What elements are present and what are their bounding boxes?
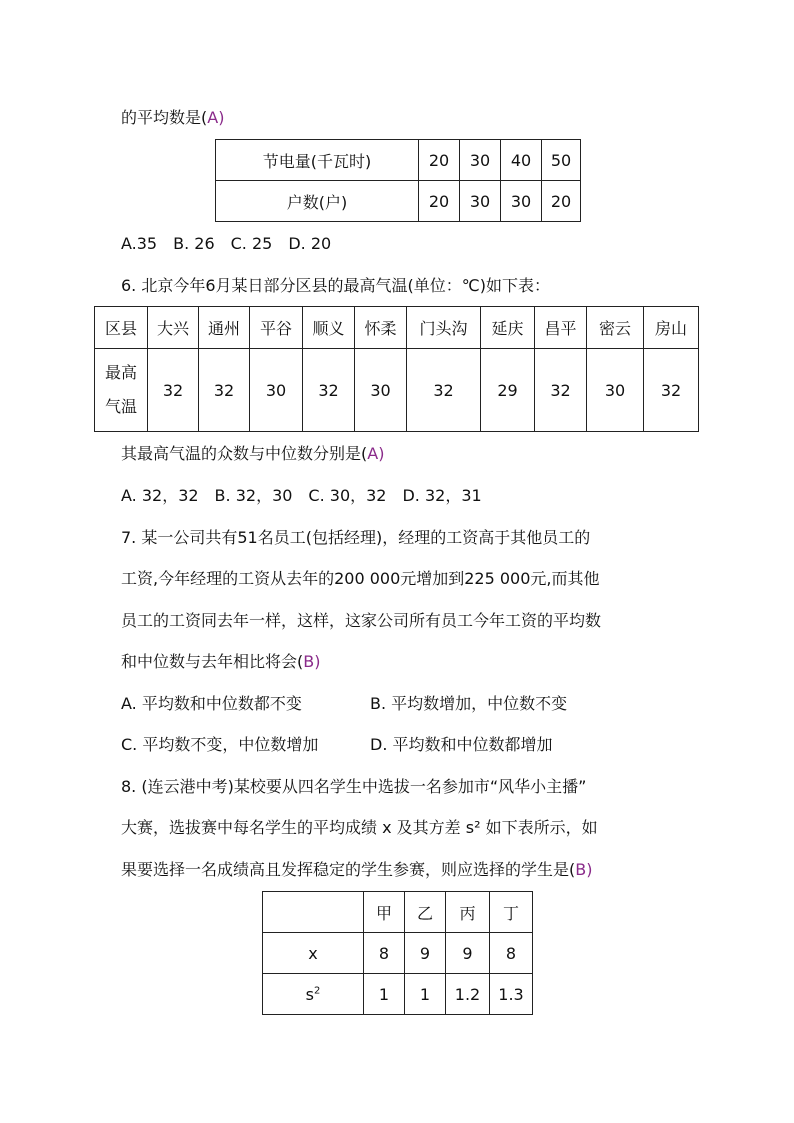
table-cell: 32 xyxy=(644,349,699,432)
table-cell: 1.3 xyxy=(490,974,533,1015)
q7-option-b: B. 平均数增加，中位数不变 xyxy=(370,694,568,713)
q7-answer: B xyxy=(303,652,315,671)
table-cell: 32 xyxy=(303,349,355,432)
table-cell: 32 xyxy=(535,349,587,432)
q7-option-d: D. 平均数和中位数都增加 xyxy=(370,735,553,754)
table-row xyxy=(263,974,533,1015)
table-cell: 最高 气温 xyxy=(95,349,148,432)
table-cell: 怀柔 xyxy=(355,307,407,349)
q7-line: 和中位数与去年相比将会(B) xyxy=(121,652,321,671)
table-cell: 30 xyxy=(587,349,644,432)
table-cell: 20 xyxy=(542,181,581,222)
table-cell: 30 xyxy=(460,181,501,222)
q8-table xyxy=(262,891,533,1015)
table-cell: 30 xyxy=(355,349,407,432)
table-row xyxy=(216,140,581,181)
table-cell: 1 xyxy=(405,974,446,1015)
table-cell: 50 xyxy=(542,140,581,181)
table-cell: 30 xyxy=(501,181,542,222)
table-cell: 9 xyxy=(446,933,490,974)
table-cell: 32 xyxy=(148,349,199,432)
table-cell: 区县 xyxy=(95,307,148,349)
q5-stem: 的平均数是(A) xyxy=(121,108,225,127)
table-cell: 延庆 xyxy=(481,307,535,349)
table-cell: 门头沟 xyxy=(407,307,481,349)
table-row xyxy=(263,892,533,933)
q6-question: 其最高气温的众数与中位数分别是(A) xyxy=(121,444,385,463)
table-cell: 30 xyxy=(250,349,303,432)
q7-line: 员工的工资同去年一样，这样，这家公司所有员工今年工资的平均数 xyxy=(121,611,602,630)
table-cell: 8 xyxy=(364,933,405,974)
table-cell: 大兴 xyxy=(148,307,199,349)
table-cell xyxy=(263,892,364,933)
table-cell: 29 xyxy=(481,349,535,432)
q8-line: 果要选择一名成绩高且发挥稳定的学生参赛，则应选择的学生是(B) xyxy=(121,860,593,879)
table-cell: 甲 xyxy=(364,892,405,933)
q5-options: A.35 B. 26 C. 25 D. 20 xyxy=(121,234,332,253)
table-cell: 40 xyxy=(501,140,542,181)
table-cell: 20 xyxy=(419,140,460,181)
q8-answer: B xyxy=(575,860,587,879)
q6-options: A. 32，32 B. 32，30 C. 30，32 D. 32，31 xyxy=(121,486,482,505)
table-cell: 节电量(千瓦时) xyxy=(216,140,419,181)
table-cell: 1.2 xyxy=(446,974,490,1015)
table-cell: 昌平 xyxy=(535,307,587,349)
q5-answer: A xyxy=(207,108,219,127)
table-cell: 平谷 xyxy=(250,307,303,349)
q7-line: 7. 某一公司共有51名员工(包括经理)，经理的工资高于其他员工的 xyxy=(121,528,591,547)
table-cell: 8 xyxy=(490,933,533,974)
q6-stem: 6. 北京今年6月某日部分区县的最高气温(单位：℃)如下表： xyxy=(121,276,550,295)
table-cell: x xyxy=(263,933,364,974)
table-cell: 丁 xyxy=(490,892,533,933)
q7-option-c: C. 平均数不变，中位数增加 xyxy=(121,735,319,754)
q7-line: 工资,今年经理的工资从去年的200 000元增加到225 000元,而其他 xyxy=(121,569,600,588)
table-cell: 户数(户) xyxy=(216,181,419,222)
table-cell: 顺义 xyxy=(303,307,355,349)
q6-answer: A xyxy=(367,444,379,463)
q8-line: 8. (连云港中考)某校要从四名学生中选拔一名参加市“风华小主播” xyxy=(121,777,587,796)
table-cell: 房山 xyxy=(644,307,699,349)
table-cell: $s^2$ xyxy=(263,974,364,1015)
table-row xyxy=(95,307,699,349)
table-cell: 丙 xyxy=(446,892,490,933)
table-cell: 密云 xyxy=(587,307,644,349)
q7-option-a: A. 平均数和中位数都不变 xyxy=(121,694,302,713)
table-cell: 30 xyxy=(460,140,501,181)
table-row xyxy=(95,349,699,432)
table-cell: 乙 xyxy=(405,892,446,933)
table-cell: 32 xyxy=(407,349,481,432)
table-cell: 通州 xyxy=(199,307,250,349)
q6-table xyxy=(94,306,699,432)
q8-line: 大赛，选拔赛中每名学生的平均成绩 x 及其方差 s² 如下表所示，如 xyxy=(121,818,598,837)
table-cell: 1 xyxy=(364,974,405,1015)
table-cell: 9 xyxy=(405,933,446,974)
table-cell: 32 xyxy=(199,349,250,432)
table-cell: 20 xyxy=(419,181,460,222)
table-row xyxy=(216,181,581,222)
q5-table xyxy=(215,139,581,222)
table-row xyxy=(263,933,533,974)
